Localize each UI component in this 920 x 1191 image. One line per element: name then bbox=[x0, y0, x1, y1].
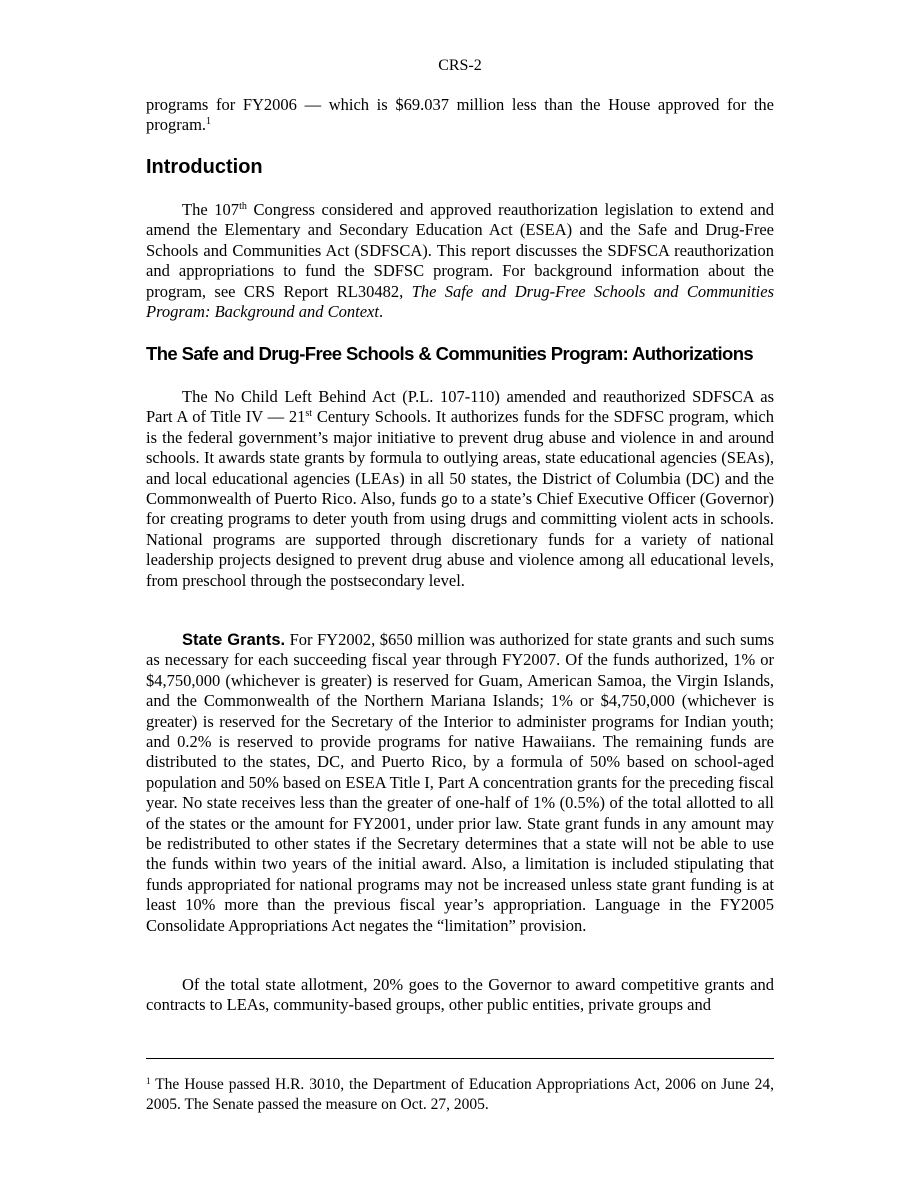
intro-text-body: Congress considered and approved reauthorization legislation to extend and amend the Elementary and Secondary Education Act (ESEA) and the Safe and Drug-Free Schools and Communities Act (SDFSCA). This report discusses the SDFSCA reauthorization and appropriations to fund the SDFSC program. For background information about the program, see CRS Report RL30482, bbox=[146, 200, 775, 301]
footnote-text: The House passed H.R. 3010, the Department of Education Appropriations Act, 2006 on June 24, 2005. The Senate passed the measure on Oct. 27, 2005. bbox=[146, 1076, 774, 1113]
intro-text-end: . bbox=[378, 302, 384, 322]
carryover-text: programs for FY2006 — which is $69.037 million less than the House approved for the program. bbox=[146, 95, 774, 135]
footnote-divider bbox=[146, 1058, 774, 1059]
footnote-marker: 1 bbox=[146, 1076, 151, 1086]
ordinal-suffix: st bbox=[305, 408, 313, 420]
state-grants-runin-heading: State Grants. bbox=[182, 631, 286, 649]
footnote bbox=[146, 1075, 774, 1115]
intro-text-start: The 107 bbox=[182, 200, 240, 219]
intro-paragraph bbox=[146, 200, 774, 322]
ordinal-suffix: th bbox=[239, 201, 247, 212]
authorizations-text-start: The No Child Left Behind Act (P.L. 107-110) amended and reauthorized SDFSCA as Part A of Title IV — 21 bbox=[146, 387, 774, 427]
authorizations-text-body: Century Schools. It authorizes funds for the SDFSC program, which is the federal government’s major initiative to prevent drug abuse and violence in and around schools. It awards state grants by formula to outlying areas, state educational agencies (SEAs), and local educational agencies (LEAs) in all 50 states, the District of Columbia (DC) and the Commonwealth of Puerto Rico. Also, funds go to a state’s Chief Executive Officer (Governor) for creating programs to deter youth from using drugs and committing violent acts in schools. National programs are supported through discretionary funds for a variety of national leadership projects designed to prevent drug abuse and violence among all educational levels, from preschool through the postsecondary level. bbox=[146, 407, 775, 590]
section-heading-authorizations: The Safe and Drug-Free Schools & Communities Program: Authorizations bbox=[146, 343, 754, 364]
authorizations-paragraph bbox=[146, 387, 774, 591]
state-grants-text: For FY2002, $650 million was authorized for state grants and such sums as necessary for each succeeding fiscal year through FY2007. Of the funds authorized, 1% or $4,750,000 (whichever is greater) is reserved for Guam, American Samoa, the Virgin Islands, and the Commonwealth of the Northern Mariana Islands; 1% or $4,750,000 (whichever is greater) is reserved for the Secretary of the Interior to administer programs for Indian youth; and 0.2% is reserved to provide programs for native Hawaiians. The remaining funds are distributed to the states, DC, and Puerto Rico, by a formula of 50% based on school-aged population and 50% based on ESEA Title I, Part A concentration grants for the preceding fiscal year. No state receives less than the greater of one-half of 1% (0.5%) of the total allotted to all of the states or the amount for FY2001, under prior law. State grant funds in any amount may be redistributed to other states if the Secretary determines that a state will not be able to use the funds within two years of the initial award. Also, a limitation is included stipulating that funds appropriated for national programs may not be increased unless state grant funding is at least 10% more than the previous fiscal year’s appropriation. Language in the FY2005 Consolidate Appropriations Act negates the “limitation” provision. bbox=[146, 630, 774, 935]
section-heading-introduction: Introduction bbox=[146, 156, 263, 178]
footnote-reference: 1 bbox=[206, 116, 212, 128]
state-grants-paragraph bbox=[146, 630, 774, 936]
report-title-italic: The Safe and Drug-Free Schools and Communities Program: Background and Context bbox=[146, 281, 774, 322]
carryover-paragraph bbox=[146, 95, 774, 136]
page-number-header: CRS-2 bbox=[438, 57, 482, 74]
state-allotment-paragraph: Of the total state allotment, 20% goes to the Governor to award competitive grants and contracts to LEAs, community-based groups, other public entities, private groups and bbox=[146, 975, 774, 1015]
